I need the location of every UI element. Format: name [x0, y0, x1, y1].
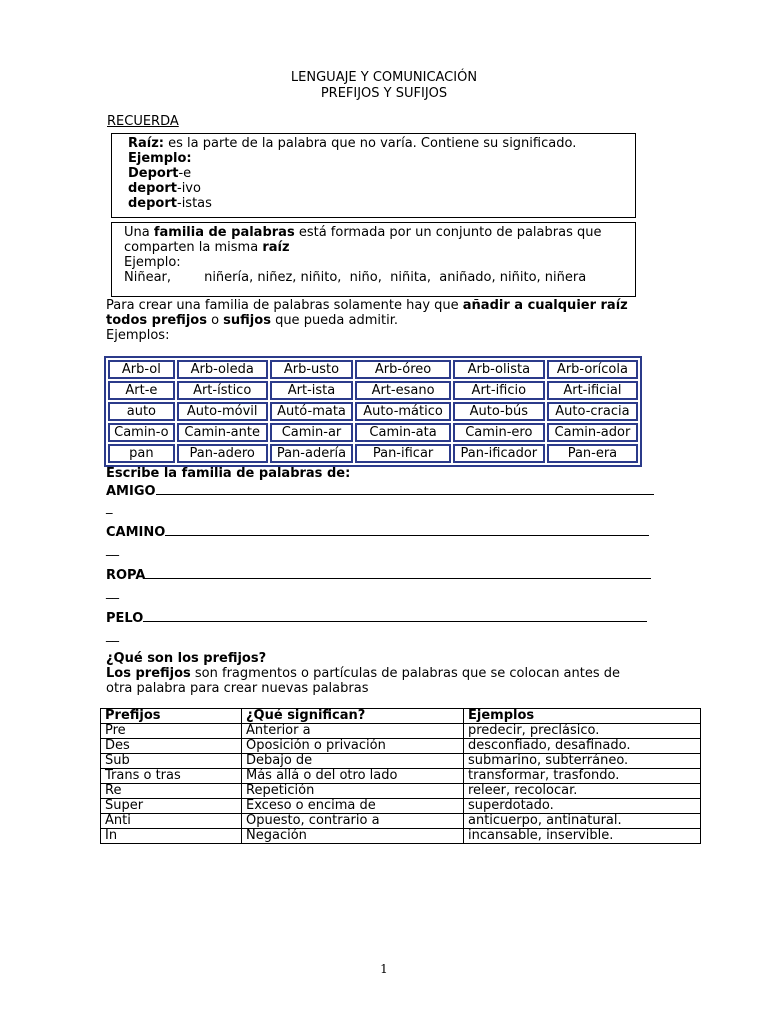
instructions: Para crear una familia de palabras solamente hay que añadir a cualquier raíz todos prefijos o sufijos que pueda admitir. Ejemplos: [106, 298, 646, 343]
prefijos-question: ¿Qué son los prefijos? [106, 651, 267, 666]
table-row [108, 402, 638, 421]
table-row [101, 814, 701, 829]
table-cell: Art-e [108, 381, 175, 400]
raiz-example-1: Deport-e [128, 166, 192, 181]
table-cell: Debajo de [242, 754, 464, 769]
raiz-example-3: deport-istas [128, 196, 212, 211]
table-cell: Arb-orícola [547, 360, 638, 379]
table-cell: superdotado. [464, 799, 701, 814]
doc-title: LENGUAJE Y COMUNICACIÓN [290, 70, 478, 85]
table-cell: Des [101, 739, 242, 754]
table-cell: incansable, inservible. [464, 829, 701, 844]
table-cell: Camin-ata [355, 423, 450, 442]
table-cell: Art-ificial [547, 381, 638, 400]
table-cell: Camin-ar [270, 423, 354, 442]
table-row [101, 799, 701, 814]
table-cell: Re [101, 784, 242, 799]
table-cell: Negación [242, 829, 464, 844]
table-cell: Art-ístico [177, 381, 268, 400]
prefijos-table [100, 708, 701, 844]
ejemplos-label: Ejemplos: [106, 328, 170, 343]
table-cell: Trans o tras [101, 769, 242, 784]
table-cell: Pan-adero [177, 444, 268, 463]
prefijos-definition: Los prefijos son fragmentos o partículas de palabras que se colocan antes de otra palabra para crear nuevas palabras [106, 666, 621, 696]
familia-example-label: Ejemplo: [124, 255, 181, 270]
table-cell: Pan-ificar [355, 444, 450, 463]
table-cell: predecir, preclásico. [464, 724, 701, 739]
table-cell: Camin-ador [547, 423, 638, 442]
table-cell: Pan-era [547, 444, 638, 463]
exercise-tail-ropa: __ [106, 585, 119, 600]
table-cell: Camin-ante [177, 423, 268, 442]
table-cell: Oposición o privación [242, 739, 464, 754]
table-cell: Art-ista [270, 381, 354, 400]
table-header-row [101, 709, 701, 724]
table-cell: submarino, subterráneo. [464, 754, 701, 769]
table-cell: Pre [101, 724, 242, 739]
table-cell: releer, recolocar. [464, 784, 701, 799]
table-cell: Auto-bús [453, 402, 545, 421]
table-cell: Pan-adería [270, 444, 354, 463]
table-cell: Exceso o encima de [242, 799, 464, 814]
table-row [108, 381, 638, 400]
familia-example-words: Niñear, niñería, niñez, niñito, niño, niñita, aniñado, niñito, niñera [124, 270, 587, 285]
table-cell: Auto-mático [355, 402, 450, 421]
exercise-tail-pelo: __ [106, 628, 119, 643]
familia-definition-box [111, 222, 636, 297]
word-family-table [104, 356, 642, 467]
table-cell: Art-ificio [453, 381, 545, 400]
exercise-heading: Escribe la familia de palabras de: [106, 466, 351, 481]
table-cell: Arb-olista [453, 360, 545, 379]
table-cell: Super [101, 799, 242, 814]
table-row [101, 739, 701, 754]
exercise-line-ropa[interactable]: ROPA [106, 566, 651, 583]
table-cell: Arb-usto [270, 360, 354, 379]
table-cell: Art-esano [355, 381, 450, 400]
column-header: Prefijos [101, 709, 242, 724]
table-cell: Anti [101, 814, 242, 829]
exercise-tail-amigo: _ [106, 500, 113, 515]
table-cell: Autó-mata [270, 402, 354, 421]
table-cell: Repetición [242, 784, 464, 799]
table-row [101, 754, 701, 769]
table-cell: Pan-ificador [453, 444, 545, 463]
table-cell: Arb-óreo [355, 360, 450, 379]
table-cell: Auto-cracia [547, 402, 638, 421]
table-cell: Arb-oleda [177, 360, 268, 379]
table-cell: desconfiado, desafinado. [464, 739, 701, 754]
raiz-definition: Raíz: es la parte de la palabra que no varía. Contiene su significado. [128, 136, 577, 151]
table-row [108, 444, 638, 463]
table-row [108, 423, 638, 442]
exercise-line-amigo[interactable]: AMIGO [106, 482, 654, 499]
table-row [108, 360, 638, 379]
exercise-line-camino[interactable]: CAMINO [106, 523, 649, 540]
column-header: Ejemplos [464, 709, 701, 724]
table-cell: auto [108, 402, 175, 421]
table-cell: Camin-o [108, 423, 175, 442]
exercise-line-pelo[interactable]: PELO [106, 609, 647, 626]
table-cell: Anterior a [242, 724, 464, 739]
table-cell: Auto-móvil [177, 402, 268, 421]
exercise-tail-camino: __ [106, 542, 119, 557]
doc-subtitle: PREFIJOS Y SUFIJOS [320, 86, 448, 101]
table-row [101, 724, 701, 739]
table-cell: Arb-ol [108, 360, 175, 379]
table-cell: Más allá o del otro lado [242, 769, 464, 784]
raiz-example-label: Ejemplo: [128, 151, 192, 166]
table-row [101, 769, 701, 784]
table-cell: Sub [101, 754, 242, 769]
table-row [101, 829, 701, 844]
table-cell: Opuesto, contrario a [242, 814, 464, 829]
table-cell: transformar, trasfondo. [464, 769, 701, 784]
table-cell: pan [108, 444, 175, 463]
column-header: ¿Qué significan? [242, 709, 464, 724]
raiz-definition-box [111, 133, 636, 218]
table-row [101, 784, 701, 799]
familia-definition: Una familia de palabras está formada por un conjunto de palabras que comparten la misma raíz [124, 225, 602, 255]
table-cell: anticuerpo, antinatural. [464, 814, 701, 829]
raiz-example-2: deport-ivo [128, 181, 201, 196]
table-cell: In [101, 829, 242, 844]
page-number: 1 [380, 962, 388, 976]
recuerda-heading: RECUERDA [107, 114, 179, 129]
table-cell: Camin-ero [453, 423, 545, 442]
